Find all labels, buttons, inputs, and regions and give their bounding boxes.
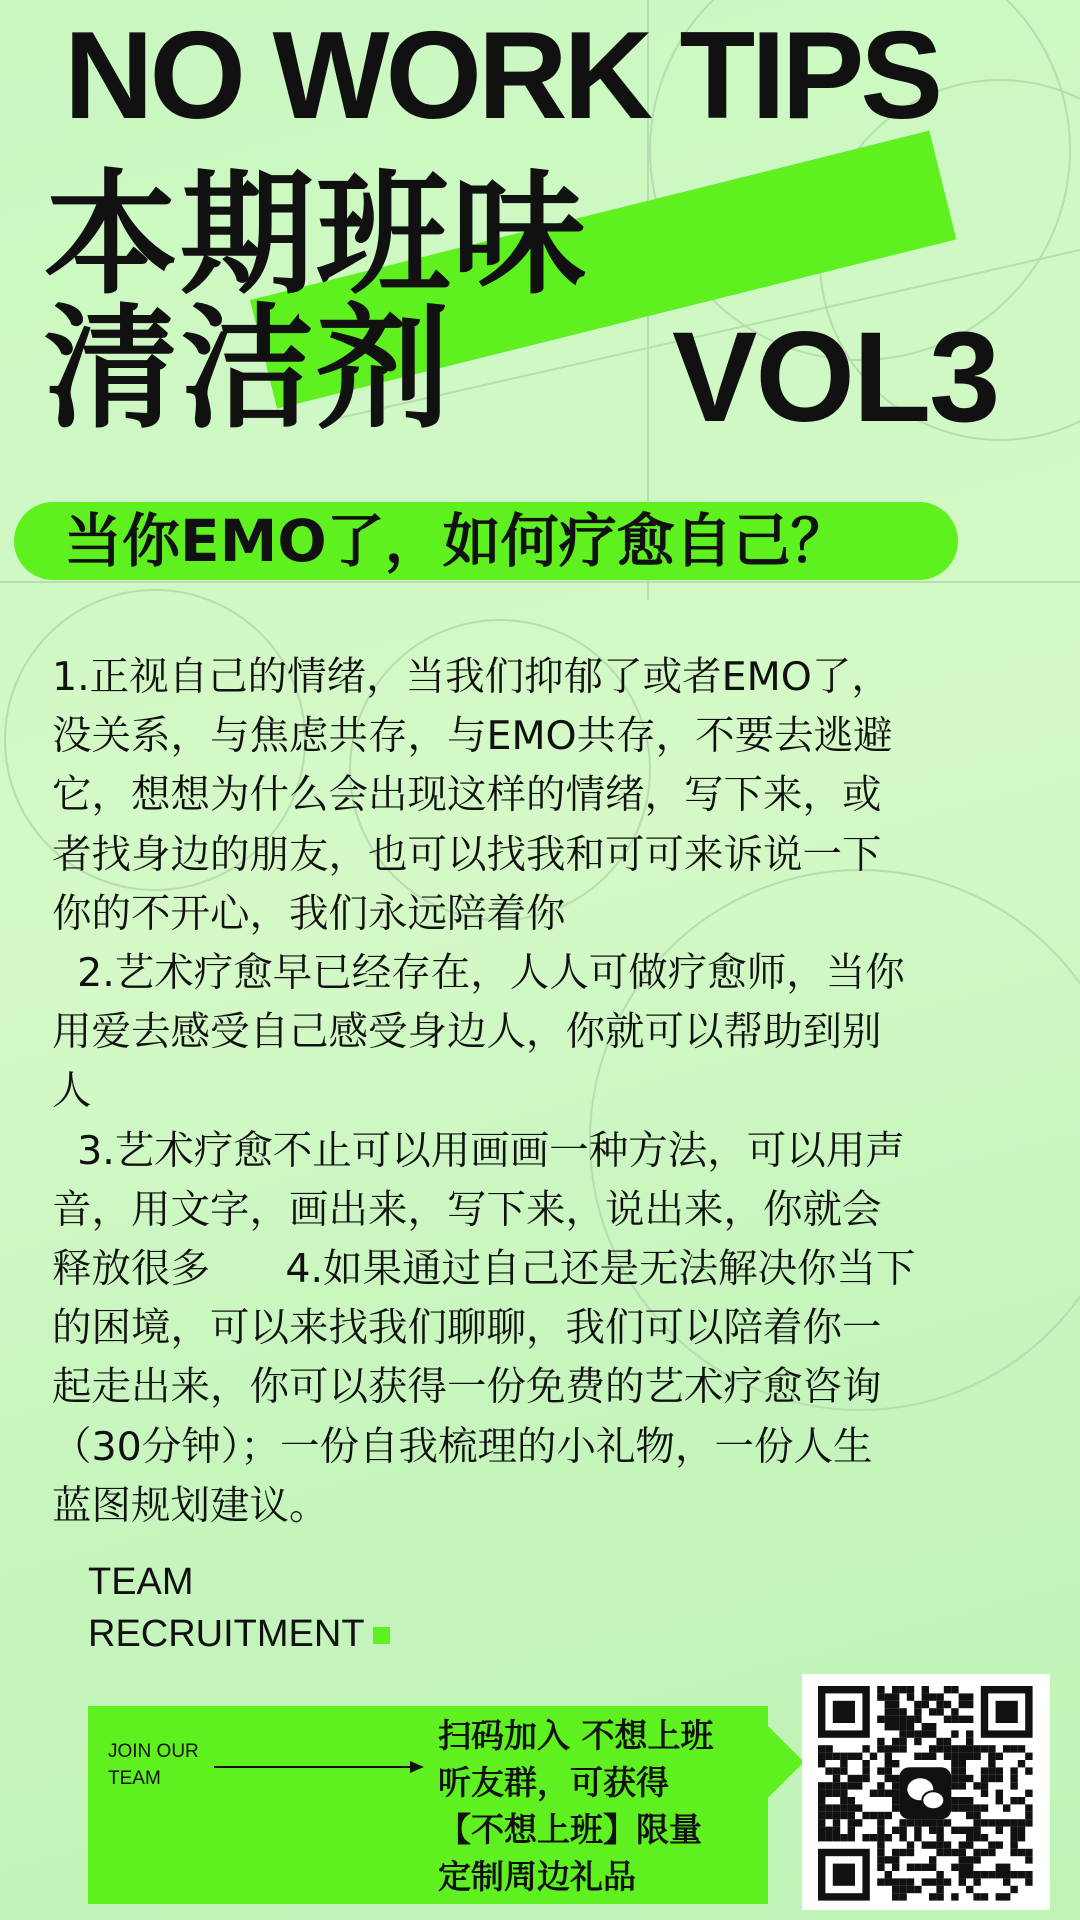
- body-line: 用爱去感受自己感受身边人，你就可以帮助到别: [52, 1009, 882, 1056]
- team-line-2: RECRUITMENT: [88, 1613, 365, 1655]
- cta-line: 听友群，可获得: [438, 1763, 669, 1802]
- body-line: 你的不开心，我们永远陪着你: [52, 890, 566, 937]
- headline-english: NO WORK TIPS: [64, 7, 940, 145]
- team-line-2-wrap: [88, 1608, 390, 1660]
- qr-finder-pattern: [818, 1686, 870, 1738]
- join-call-to-action: [438, 1712, 768, 1900]
- wechat-icon: [899, 1767, 951, 1819]
- body-line: 2.艺术疗愈早已经存在，人人可做疗愈师，当你: [52, 950, 905, 997]
- body-line: 3.艺术疗愈不止可以用画画一种方法，可以用声: [52, 1127, 905, 1174]
- body-text: [52, 648, 1012, 1536]
- body-line: 音，用文字，画出来，写下来，说出来，你就会: [52, 1186, 882, 1233]
- body-line: （30分钟）；一份自我梳理的小礼物，一份人生: [52, 1423, 873, 1470]
- title-line-1: 本期班味: [44, 157, 589, 313]
- qr-code-pattern: [802, 1674, 1050, 1910]
- join-box-pointer: [768, 1726, 804, 1798]
- body-line: 1.正视自己的情绪，当我们抑郁了或者EMO了，: [52, 654, 891, 700]
- body-line: 释放很多 4.如果通过自己还是无法解决你当下: [52, 1246, 916, 1293]
- accent-square: [373, 1627, 390, 1644]
- qr-finder-pattern: [818, 1849, 870, 1901]
- join-label-line-2: TEAM: [108, 1768, 161, 1789]
- cta-line: 扫码加入 不想上班: [438, 1716, 714, 1755]
- body-line: 起走出来，你可以获得一份免费的艺术疗愈咨询: [52, 1364, 882, 1411]
- arrow-right-icon: [214, 1760, 424, 1774]
- body-line: 没关系，与焦虑共存，与EMO共存，不要去逃避: [52, 713, 893, 760]
- cta-line: 定制周边礼品: [438, 1857, 636, 1896]
- body-line: 人: [52, 1068, 92, 1115]
- body-line: 蓝图规划建议。: [52, 1482, 329, 1529]
- team-recruitment: [88, 1556, 390, 1660]
- body-line: 的困境，可以来找我们聊聊，我们可以陪着你一: [52, 1305, 882, 1352]
- qr-finder-pattern: [981, 1686, 1033, 1738]
- subtitle-text: 当你EMO了，如何疗愈自己？: [64, 507, 849, 575]
- team-line-1: TEAM: [88, 1561, 194, 1603]
- volume-label: VOL3: [672, 306, 999, 449]
- join-label: [108, 1738, 199, 1792]
- body-line: 它，想想为什么会出现这样的情绪，写下来，或: [52, 772, 882, 819]
- body-line: 者找身边的朋友，也可以找我和可可来诉说一下: [52, 831, 882, 878]
- qr-code[interactable]: [802, 1674, 1050, 1910]
- cta-line: 【不想上班】限量: [438, 1810, 702, 1849]
- join-label-line-1: JOIN OUR: [108, 1741, 199, 1762]
- title-line-2: 清洁剂: [44, 291, 453, 447]
